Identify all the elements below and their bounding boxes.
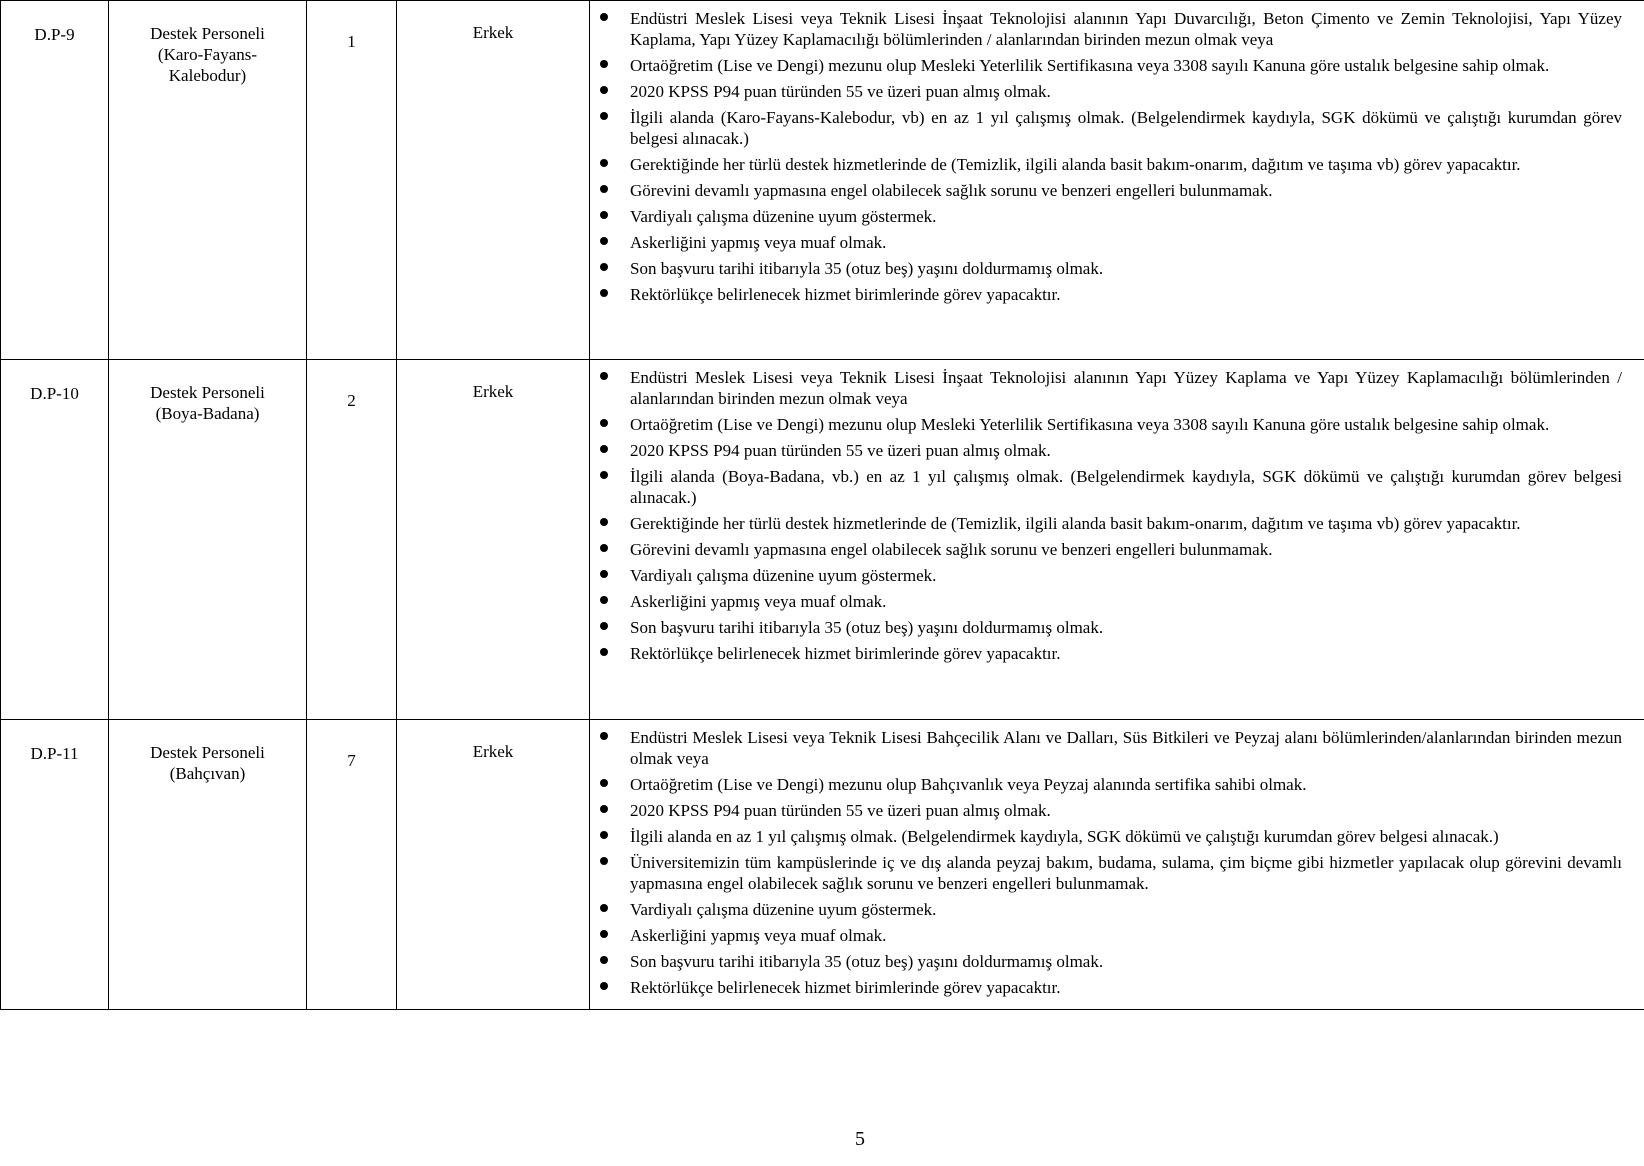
position-code: D.P-9 bbox=[34, 25, 75, 44]
requirement-item: Rektörlükçe belirlenecek hizmet birimlerinde görev yapacaktır. bbox=[600, 643, 1622, 664]
position-title-line: (Karo-Fayans- bbox=[157, 45, 258, 64]
page-number: 5 bbox=[855, 1128, 865, 1150]
position-title-cell bbox=[109, 720, 307, 1010]
gender-value: Erkek bbox=[472, 382, 514, 401]
position-count: 1 bbox=[347, 32, 356, 51]
position-title-line: Destek Personeli bbox=[150, 383, 265, 402]
requirement-item: İlgili alanda en az 1 yıl çalışmış olmak. (Belgelendirmek kaydıyla, SGK dökümü ve çalıştığı kurumdan görev belgesi alınacak.) bbox=[600, 826, 1622, 847]
requirements-cell bbox=[590, 1, 1644, 360]
requirement-item: Rektörlükçe belirlenecek hizmet birimlerinde görev yapacaktır. bbox=[600, 977, 1622, 998]
requirements-list bbox=[600, 367, 1622, 664]
requirement-item: Ortaöğretim (Lise ve Dengi) mezunu olup Bahçıvanlık veya Peyzaj alanında sertifika sahibi olmak. bbox=[600, 774, 1622, 795]
position-code-cell bbox=[1, 720, 109, 1010]
position-count: 2 bbox=[347, 391, 356, 410]
position-title-line: Kalebodur) bbox=[168, 66, 247, 85]
position-count-cell bbox=[307, 1, 397, 360]
table-row bbox=[1, 720, 1644, 1010]
table-row bbox=[1, 1, 1644, 360]
requirement-item: İlgili alanda (Boya-Badana, vb.) en az 1 yıl çalışmış olmak. (Belgelendirmek kaydıyla, SGK dökümü ve çalıştığı kurumdan görev belgesi alınacak.) bbox=[600, 466, 1622, 508]
requirement-item: Askerliğini yapmış veya muaf olmak. bbox=[600, 232, 1622, 253]
requirement-item: 2020 KPSS P94 puan türünden 55 ve üzeri puan almış olmak. bbox=[600, 800, 1622, 821]
gender-cell bbox=[397, 1, 590, 360]
requirement-item: Endüstri Meslek Lisesi veya Teknik Lisesi İnşaat Teknolojisi alanının Yapı Yüzey Kaplama ve Yapı Yüzey Kaplamacılığı bölümlerinden / alanlarından birinden mezun olmak veya bbox=[600, 367, 1622, 409]
requirement-item: Askerliğini yapmış veya muaf olmak. bbox=[600, 591, 1622, 612]
requirement-item: 2020 KPSS P94 puan türünden 55 ve üzeri puan almış olmak. bbox=[600, 440, 1622, 461]
table-body bbox=[1, 1, 1644, 1010]
requirement-item: Vardiyalı çalışma düzenine uyum göstermek. bbox=[600, 206, 1622, 227]
position-title-line: Destek Personeli bbox=[150, 743, 265, 762]
position-count-cell bbox=[307, 360, 397, 720]
gender-value: Erkek bbox=[472, 23, 514, 42]
requirements-cell bbox=[590, 720, 1644, 1010]
requirement-item: Endüstri Meslek Lisesi veya Teknik Lisesi İnşaat Teknolojisi alanının Yapı Duvarcılığı, Beton Çimento ve Zemin Teknolojisi, Yapı Yüzey Kaplama, Yapı Yüzey Kaplamacılığı bölümlerinden / alanlarından birinden mezun olmak veya bbox=[600, 8, 1622, 50]
requirement-item: Endüstri Meslek Lisesi veya Teknik Lisesi Bahçecilik Alanı ve Dalları, Süs Bitkileri ve Peyzaj alanı bölümlerinden/alanlarından birinden mezun olmak veya bbox=[600, 727, 1622, 769]
requirement-item: Vardiyalı çalışma düzenine uyum göstermek. bbox=[600, 899, 1622, 920]
requirements-list bbox=[600, 8, 1622, 305]
requirement-item: 2020 KPSS P94 puan türünden 55 ve üzeri puan almış olmak. bbox=[600, 81, 1622, 102]
requirement-item: Vardiyalı çalışma düzenine uyum göstermek. bbox=[600, 565, 1622, 586]
requirement-item: Gerektiğinde her türlü destek hizmetlerinde de (Temizlik, ilgili alanda basit bakım-onarım, dağıtım ve taşıma vb) görev yapacaktır. bbox=[600, 154, 1622, 175]
gender-value: Erkek bbox=[472, 742, 514, 761]
position-title-line: Destek Personeli bbox=[150, 24, 265, 43]
position-title-cell bbox=[109, 1, 307, 360]
requirement-item: Ortaöğretim (Lise ve Dengi) mezunu olup Mesleki Yeterlilik Sertifikasına veya 3308 sayılı Kanuna göre ustalık belgesine sahip olmak. bbox=[600, 414, 1622, 435]
requirement-item: İlgili alanda (Karo-Fayans-Kalebodur, vb) en az 1 yıl çalışmış olmak. (Belgelendirmek kaydıyla, SGK dökümü ve çalıştığı kurumdan görev belgesi alınacak.) bbox=[600, 107, 1622, 149]
table-row bbox=[1, 360, 1644, 720]
position-count: 7 bbox=[347, 751, 356, 770]
requirements-cell bbox=[590, 360, 1644, 720]
position-code: D.P-11 bbox=[30, 744, 79, 763]
gender-cell bbox=[397, 360, 590, 720]
requirement-item: Görevini devamlı yapmasına engel olabilecek sağlık sorunu ve benzeri engelleri bulunmamak. bbox=[600, 180, 1622, 201]
requirement-item: Rektörlükçe belirlenecek hizmet birimlerinde görev yapacaktır. bbox=[600, 284, 1622, 305]
requirement-item: Gerektiğinde her türlü destek hizmetlerinde de (Temizlik, ilgili alanda basit bakım-onarım, dağıtım ve taşıma vb) görev yapacaktır. bbox=[600, 513, 1622, 534]
position-count-cell bbox=[307, 720, 397, 1010]
position-code-cell bbox=[1, 360, 109, 720]
position-code: D.P-10 bbox=[30, 384, 79, 403]
requirement-item: Son başvuru tarihi itibarıyla 35 (otuz beş) yaşını doldurmamış olmak. bbox=[600, 951, 1622, 972]
requirement-item: Üniversitemizin tüm kampüslerinde iç ve dış alanda peyzaj bakım, budama, sulama, çim biçme gibi hizmetler yapılacak olup görevini devamlı yapmasına engel olabilecek sağlık sorunu ve benzeri engelleri bulunmamak. bbox=[600, 852, 1622, 894]
position-title-line: (Bahçıvan) bbox=[169, 764, 246, 783]
requirement-item: Ortaöğretim (Lise ve Dengi) mezunu olup Mesleki Yeterlilik Sertifikasına veya 3308 sayılı Kanuna göre ustalık belgesine sahip olmak. bbox=[600, 55, 1622, 76]
position-code-cell bbox=[1, 1, 109, 360]
requirement-item: Görevini devamlı yapmasına engel olabilecek sağlık sorunu ve benzeri engelleri bulunmamak. bbox=[600, 539, 1622, 560]
requirement-item: Son başvuru tarihi itibarıyla 35 (otuz beş) yaşını doldurmamış olmak. bbox=[600, 617, 1622, 638]
requirement-item: Son başvuru tarihi itibarıyla 35 (otuz beş) yaşını doldurmamış olmak. bbox=[600, 258, 1622, 279]
requirement-item: Askerliğini yapmış veya muaf olmak. bbox=[600, 925, 1622, 946]
gender-cell bbox=[397, 720, 590, 1010]
position-title-line: (Boya-Badana) bbox=[155, 404, 260, 423]
position-title-cell bbox=[109, 360, 307, 720]
requirements-list bbox=[600, 727, 1622, 998]
